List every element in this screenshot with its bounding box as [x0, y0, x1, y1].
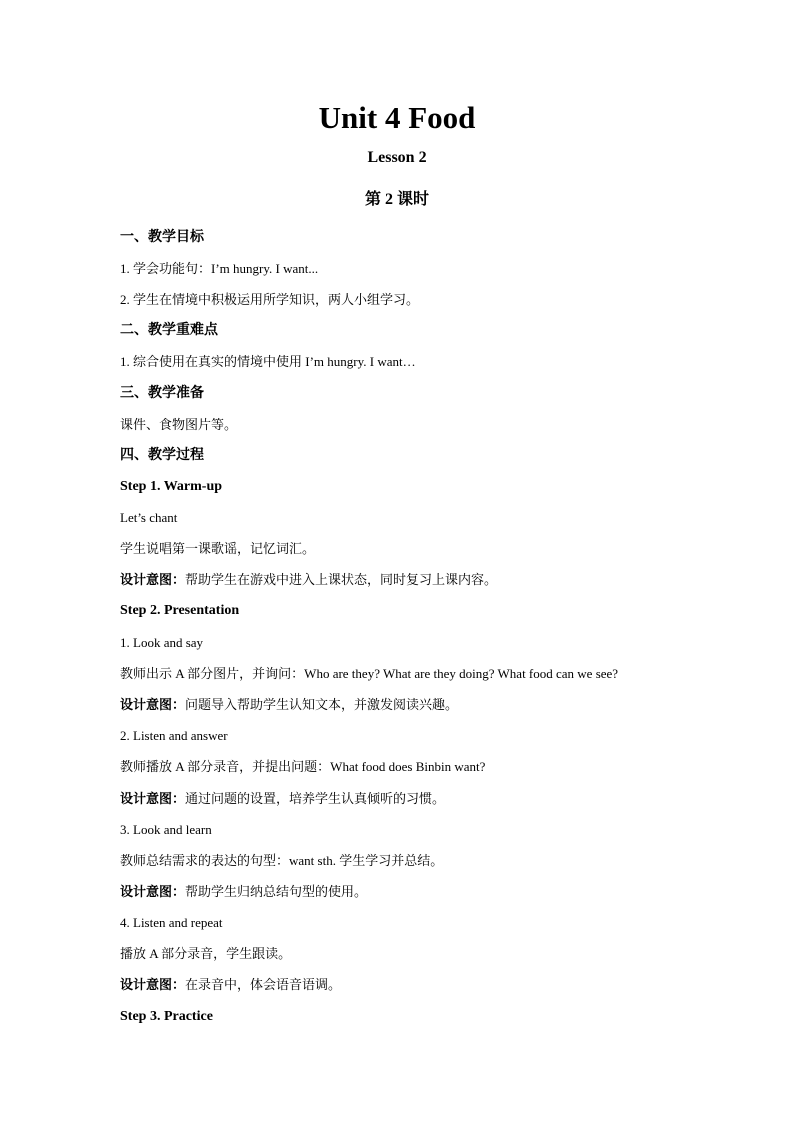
intent-label: 设计意图：: [120, 884, 186, 899]
goals-heading: 一、教学目标: [120, 230, 204, 245]
step2-item3-title: 3. Look and learn: [120, 822, 212, 837]
step2-item1-intent: [120, 695, 700, 715]
step2-item4-text: 播放 A 部分录音，学生跟读。: [120, 946, 292, 961]
preparation-heading: 三、教学准备: [120, 386, 204, 401]
step2-item2-title: 2. Listen and answer: [120, 728, 228, 743]
step1-text: 学生说唱第一课歌谣，记忆词汇。: [120, 541, 316, 556]
step3-heading: Step 3. Practice: [120, 1009, 213, 1024]
intent-label: 设计意图：: [120, 977, 186, 992]
goal-item-2: 2. 学生在情境中积极运用所学知识，两人小组学习。: [120, 292, 420, 307]
period-subtitle: 第 2 课时: [364, 191, 429, 208]
key-point-item-1: 1. 综合使用在真实的情境中使用 I’m hungry. I want…: [120, 354, 416, 369]
intent-text: 问题导入帮助学生认知文本，并激发阅读兴趣。: [185, 697, 459, 712]
intent-text: 在录音中，体会语音语调。: [185, 977, 342, 992]
goal-item-1: 1. 学会功能句：I’m hungry. I want...: [120, 261, 319, 276]
step2-item2-text: 教师播放 A 部分录音，并提出问题：What food does Binbin want?: [120, 759, 486, 774]
intent-text: 通过问题的设置，培养学生认真倾听的习惯。: [185, 791, 446, 806]
step1-heading: Step 1. Warm-up: [120, 479, 223, 494]
step2-heading: Step 2. Presentation: [120, 603, 240, 618]
preparation-text: 课件、食物图片等。: [120, 417, 238, 432]
step2-item1-text: 教师出示 A 部分图片，并询问：Who are they? What are they doing? What food can we see?: [120, 666, 619, 681]
intent-text: 帮助学生在游戏中进入上课状态，同时复习上课内容。: [185, 572, 498, 587]
step2-item4-intent: [120, 975, 700, 995]
step2-item4-title: 4. Listen and repeat: [120, 915, 223, 930]
step2-item1-title: 1. Look and say: [120, 635, 204, 650]
step2-item3-intent: [120, 882, 700, 902]
intent-label: 设计意图：: [120, 697, 186, 712]
step1-intent: [120, 570, 700, 590]
process-heading: 四、教学过程: [120, 448, 204, 463]
lesson-subtitle: Lesson 2: [367, 149, 427, 166]
step2-item2-intent: [120, 789, 700, 809]
key-points-heading: 二、教学重难点: [120, 323, 218, 338]
step1-activity: Let’s chant: [120, 510, 178, 525]
intent-text: 帮助学生归纳总结句型的使用。: [185, 884, 368, 899]
intent-label: 设计意图：: [120, 572, 186, 587]
intent-label: 设计意图：: [120, 791, 186, 806]
step2-item3-text: 教师总结需求的表达的句型：want sth. 学生学习并总结。: [120, 853, 444, 868]
document-title: Unit 4 Food: [318, 100, 476, 135]
